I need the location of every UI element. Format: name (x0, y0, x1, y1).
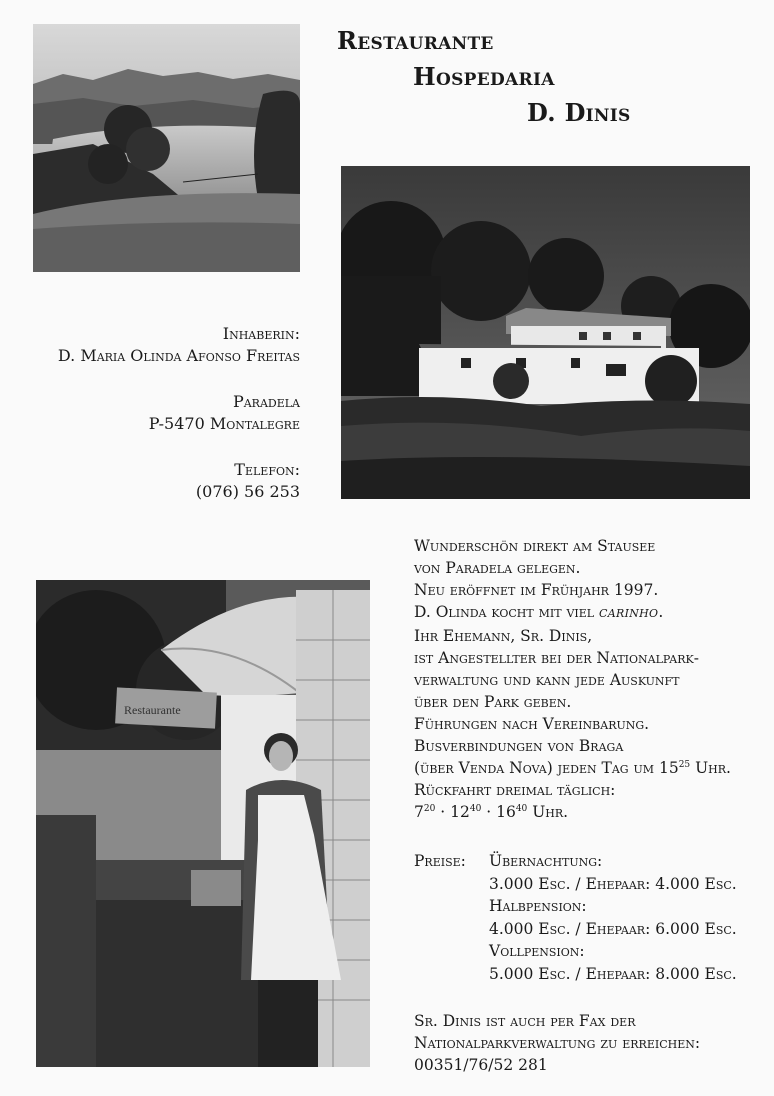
place-name: Paradela (232, 392, 300, 411)
desc-line: Wunderschön direkt am Stausee (414, 537, 656, 555)
full-board-price: 5.000 Esc. / Ehepaar: 8.000 Esc. (489, 964, 737, 983)
title-hospedaria: Hospedaria (413, 62, 555, 91)
description-block (414, 535, 731, 823)
desc-line: Führungen nach Vereinbarung. (414, 715, 650, 733)
desc-line: verwaltung und kann jede Auskunft (414, 671, 680, 689)
overnight-label: Übernachtung: (489, 852, 603, 870)
full-board-label: Vollpension: (489, 942, 585, 960)
desc-line: Ihr Ehemann, Sr. Dinis, (414, 627, 593, 645)
owner-name: D. Maria Olinda Afonso Freitas (57, 346, 300, 365)
return-times (414, 801, 731, 823)
sign-text: Restaurante (124, 703, 181, 717)
half-board-price: 4.000 Esc. / Ehepaar: 6.000 Esc. (489, 919, 737, 938)
fax-line: Sr. Dinis ist auch per Fax der (414, 1012, 636, 1030)
prices-values (489, 850, 737, 985)
lake-photo (33, 24, 300, 272)
desc-text: D. Olinda kocht mit viel (414, 603, 600, 621)
desc-line: ist Angestellter bei der Nationalpark- (414, 649, 699, 667)
time-minute: 40 (515, 803, 528, 814)
contact-block (58, 323, 300, 503)
desc-line: Rückfahrt dreimal täglich: (414, 781, 616, 799)
time-hour: 12 (450, 803, 470, 821)
time-hour: 7 (414, 803, 424, 821)
postal-address: P-5470 Montalegre (148, 414, 300, 433)
prices-label: Preise: (414, 852, 466, 870)
overnight-price: 3.000 Esc. / Ehepaar: 4.000 Esc. (489, 874, 737, 893)
time-minute: 20 (423, 803, 436, 814)
owner-photo (36, 580, 370, 1067)
desc-line (414, 601, 731, 625)
house-photo (341, 166, 750, 499)
title-d-dinis: D. Dinis (527, 98, 631, 127)
desc-line: von Paradela gelegen. (414, 559, 581, 577)
time-separator: · (481, 803, 497, 821)
title-restaurante: Restaurante (337, 26, 494, 55)
bus-text: (über Venda Nova) jeden Tag um 15 (414, 759, 679, 777)
carinho-word: CARINHO (599, 607, 659, 620)
owner-label: Inhaberin: (222, 324, 300, 343)
time-suffix: Uhr. (527, 803, 569, 821)
bus-time-sup: 25 (678, 759, 691, 770)
fax-line: Nationalparkverwaltung zu erreichen: (414, 1034, 701, 1052)
desc-line: über den Park geben. (414, 693, 572, 711)
time-hour: 16 (496, 803, 516, 821)
phone-number: (076) 56 253 (195, 482, 300, 501)
time-separator: · (435, 803, 451, 821)
desc-line (414, 757, 731, 779)
half-board-label: Halbpension: (489, 897, 587, 915)
phone-label: Telefon: (234, 460, 300, 479)
time-minute: 40 (469, 803, 482, 814)
desc-line: Neu eröffnet im Frühjahr 1997. (414, 581, 659, 599)
fax-number: 00351/76/52 281 (414, 1056, 548, 1074)
bus-text: Uhr. (690, 759, 731, 777)
desc-line: Busverbindungen von Braga (414, 737, 624, 755)
desc-text: . (658, 603, 664, 621)
fax-block (414, 1010, 700, 1076)
